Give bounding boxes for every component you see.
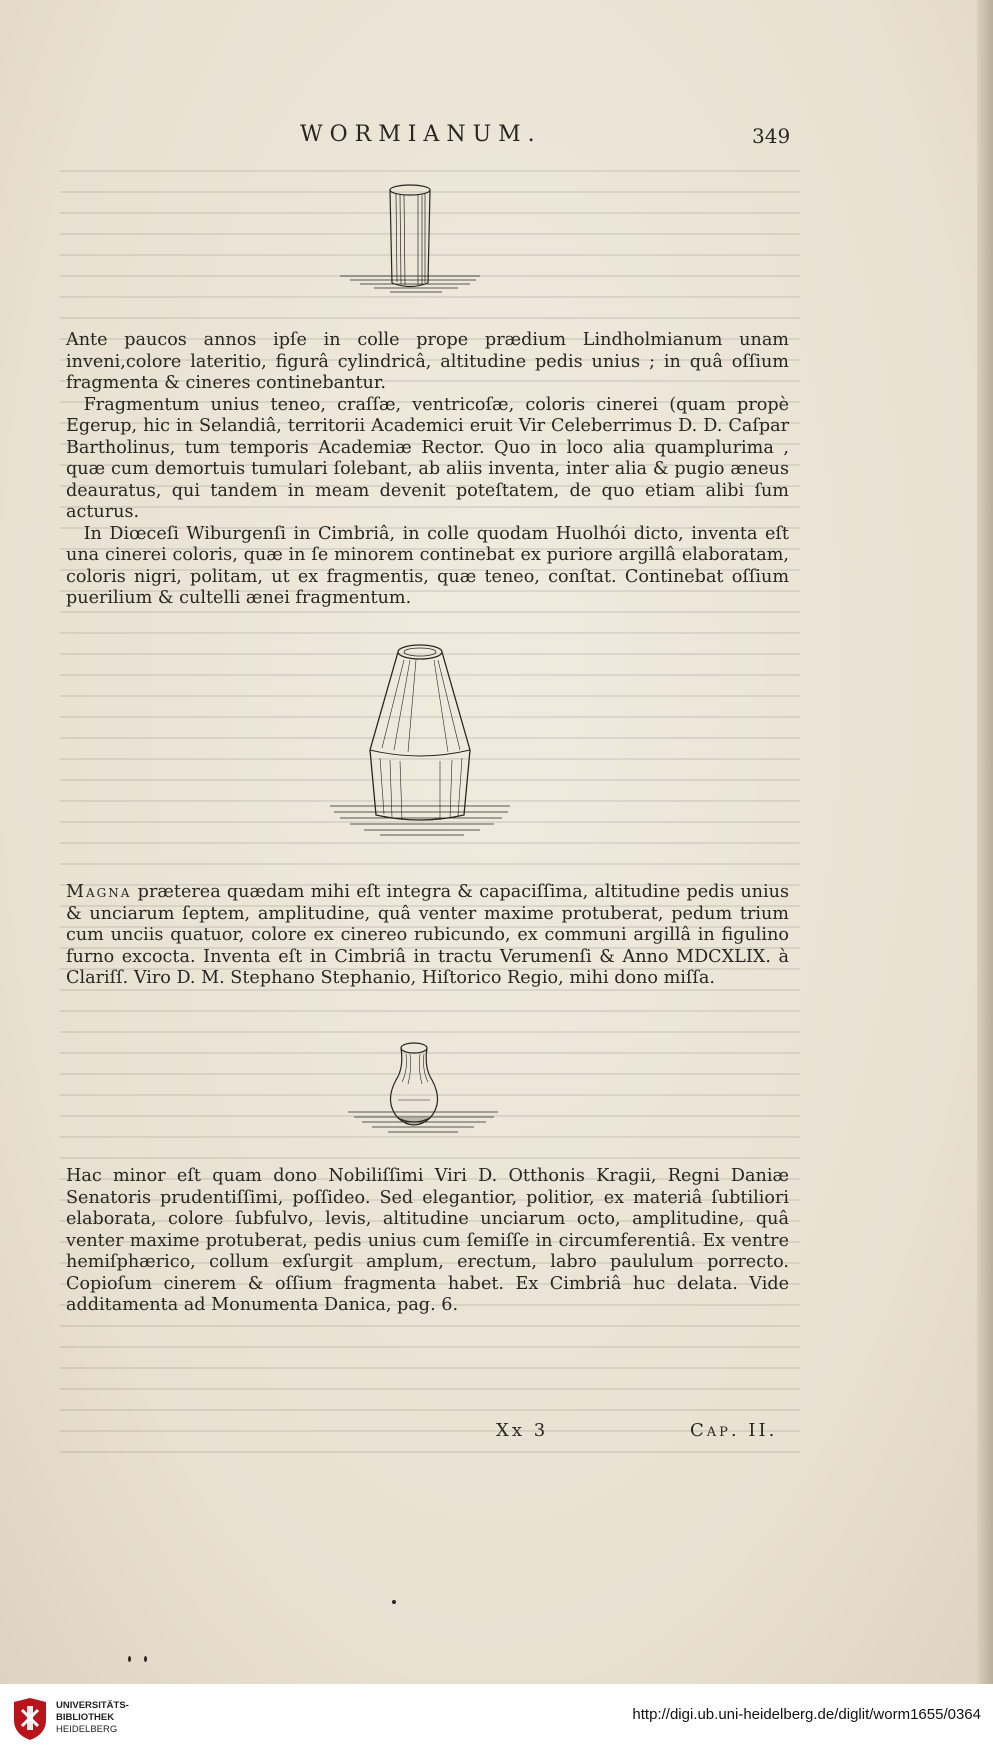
library-name: UNIVERSITÄTS- BIBLIOTHEK HEIDELBERG — [56, 1700, 129, 1735]
text-block-3 — [66, 1166, 789, 1317]
text-block-1 — [66, 330, 789, 610]
catchword: Cap. II. — [690, 1420, 778, 1441]
signature-mark: Xx 3 — [496, 1420, 549, 1441]
paragraph-4: præterea quædam mihi eſt integra & capaciſſima, altitudine pedis unius & unciarum ſeptem, amplitudine, quâ venter maxime protuberat, pedum trium cum unciis quatuor, colore ex cinereo rubicundo, ex communi argillâ in figulino furno excocta. Inventa eſt in Cimbriâ in tractu Verumenſi & Anno MDCXLIX. à Clariſſ. Viro D. M. Stephano Stephanio, Hiſtorico Regio, mihi dono miſſa. — [66, 882, 789, 988]
small-round-urn-illustration — [348, 1040, 498, 1140]
permalink-url[interactable]: http://digi.ub.uni-heidelberg.de/diglit/worm1655/0364 — [632, 1706, 981, 1723]
library-crest-icon — [10, 1696, 50, 1742]
library-logo[interactable] — [10, 1692, 130, 1748]
initial-word: Magna — [66, 882, 132, 902]
paragraph-3: In Diœceſi Wiburgenſi in Cimbriâ, in colle quodam Huolhói dicto, inventa eſt una cinerei coloris, quæ in ſe minorem continebat ex puriore argillâ elaboratam, coloris nigri, politam, ut ex fragmentis, quæ teneo, conſtat. Continebat oſſium puerilium & cultelli ænei fragmentum. — [66, 523, 789, 608]
text-block-2 — [66, 882, 789, 990]
cylindrical-urn-illustration — [330, 180, 490, 300]
page-edge — [977, 0, 993, 1684]
paragraph-1: Ante paucos annos ipſe in colle prope prædium Lindholmianum unam inveni,colore lateritio, figurâ cylindricâ, altitudine pedis unius ; in quâ oſſium fragmenta & cineres continebantur. — [66, 330, 789, 393]
paragraph-2: Fragmentum unius teneo, craſſæ, ventricoſæ, coloris cinerei (quam propè Egerup, hic in Selandiâ, territorii Academici eruit Vir Celeberrimus D. D. Caſpar Bartholinus, tum temporis Academiæ Rector. Quo in loco alia quamplurima , quæ cum demortuis tumulari ſolebant, ab aliis inventa, inter alia & pugio æneus deauratus, qui tandem in meam devenit poteſtatem, de quo etiam alibi ſum acturus. — [66, 394, 789, 522]
page-number: 349 — [752, 124, 791, 148]
running-head: WORMIANUM. — [300, 122, 542, 147]
viewer-footer — [0, 1684, 993, 1756]
bi-conical-urn-illustration — [330, 640, 510, 840]
paragraph-5: Hac minor eſt quam dono Nobiliſſimi Viri D. Otthonis Kragii, Regni Daniæ Senatoris prudentiſſimi, poſſideo. Sed elegantior, politior, ex materiâ ſubtiliori elaborata, colore ſubfulvo, levis, altitudine unciarum octo, amplitudine, quâ venter maxime protuberat, pedis unius cum ſemiſſe in circumferentiâ. Ex ventre hemiſphærico, collum exſurgit amplum, erectum, labro paululum porrecto. Copioſum cinerem & oſſium fragmenta habet. Ex Cimbriâ huc delata. Vide additamenta ad Monumenta Danica, pag. 6. — [66, 1166, 789, 1315]
